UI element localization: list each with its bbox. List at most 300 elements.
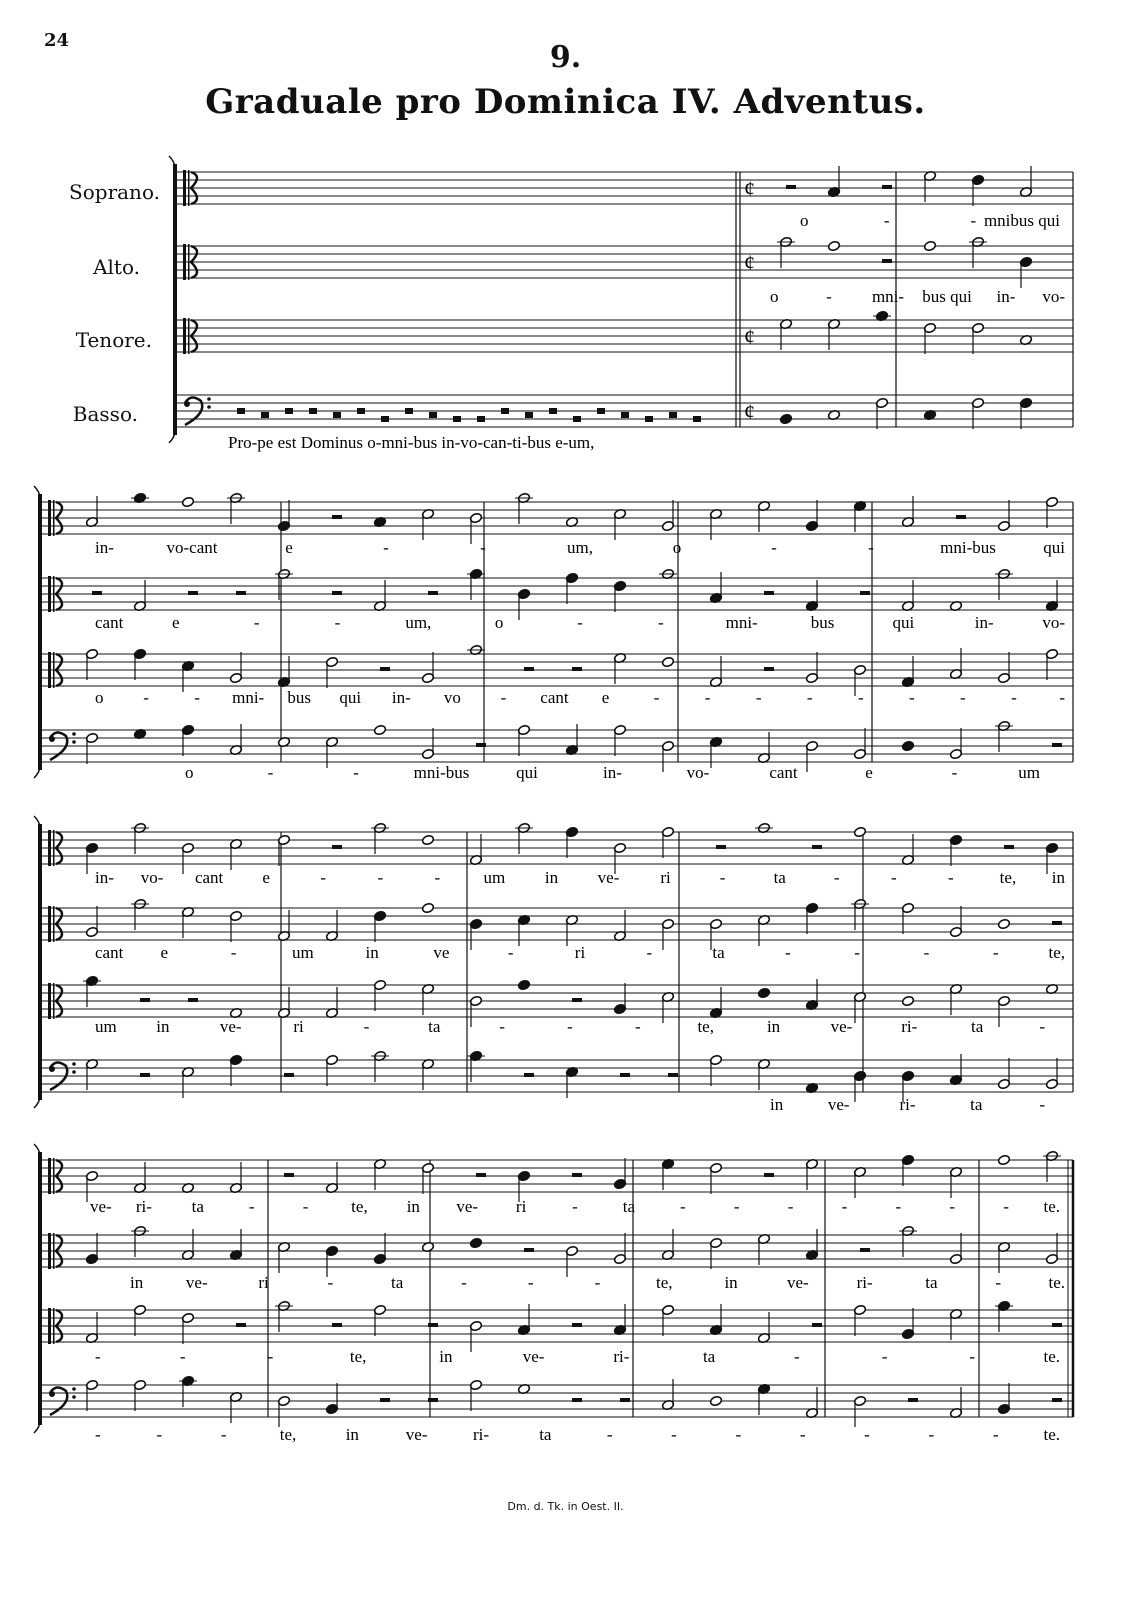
- lyric-syllable: -: [895, 1197, 902, 1216]
- rest: [188, 591, 198, 595]
- lyric-syllable: te.: [1043, 1347, 1060, 1366]
- lyric-syllable: -: [881, 1347, 888, 1366]
- rest: [524, 1073, 534, 1077]
- lyric-syllable: in: [130, 1273, 144, 1292]
- lyric-syllable: -: [143, 688, 149, 707]
- lyric-syllable: ri: [574, 943, 586, 962]
- c-clef: [48, 652, 51, 688]
- lyric-syllable: -: [833, 868, 840, 887]
- c-clef: [48, 1308, 51, 1344]
- lyric-syllable: ve-: [830, 1017, 853, 1036]
- lyric-syllable: o: [672, 538, 682, 557]
- f-clef-dot: [184, 401, 190, 407]
- rest: [956, 515, 966, 519]
- rest: [1052, 743, 1062, 747]
- lyric-syllable: te,: [349, 1347, 367, 1366]
- chant-note: [477, 416, 485, 422]
- lyric-syllable: -: [646, 943, 653, 962]
- rest: [668, 1073, 678, 1077]
- lyric-syllable: qui: [892, 613, 915, 632]
- chant-note: [693, 416, 701, 422]
- rest: [620, 1073, 630, 1077]
- c-clef: [48, 576, 51, 612]
- lyric-syllable: vo-cant: [166, 538, 218, 557]
- lyric-syllable: -: [949, 1197, 956, 1216]
- lyric-syllable: ve-: [456, 1197, 479, 1216]
- time-signature: ¢: [744, 324, 755, 349]
- lyric-syllable: um: [1018, 763, 1040, 782]
- rest: [1052, 1323, 1062, 1327]
- lyric-syllable: -: [220, 1425, 227, 1444]
- rest: [620, 1398, 630, 1402]
- lyric-syllable: -: [1039, 1095, 1045, 1114]
- f-clef-dot: [72, 1387, 76, 1391]
- rest: [428, 591, 438, 595]
- rest: [140, 998, 150, 1002]
- rest: [428, 1398, 438, 1402]
- lyric-syllable: -: [267, 763, 274, 782]
- rest: [572, 1173, 582, 1177]
- lyric-syllable: -: [383, 538, 389, 557]
- lyric-syllable: in: [724, 1273, 738, 1292]
- lyric-syllable: o: [494, 613, 504, 632]
- time-signature: ¢: [744, 176, 755, 201]
- lyric-syllable: in: [1051, 868, 1065, 887]
- c-clef: [48, 983, 51, 1019]
- lyric-syllable: -: [363, 1017, 370, 1036]
- chant-note: [381, 416, 389, 422]
- rest: [882, 259, 892, 263]
- note-head: [853, 826, 866, 837]
- lyric-syllable: -: [1011, 688, 1017, 707]
- lyric-syllable: in: [770, 1095, 784, 1114]
- lyric-syllable: ta: [622, 1197, 636, 1216]
- lyric-syllable: -: [679, 1197, 686, 1216]
- rest: [908, 1398, 918, 1402]
- note-head: [421, 902, 434, 913]
- lyric-syllable: -: [500, 688, 507, 707]
- lyric-syllable: -: [499, 1017, 505, 1036]
- lyric-syllable: ta: [191, 1197, 204, 1216]
- rest: [786, 185, 796, 189]
- lyric-syllable: ve-: [597, 868, 620, 887]
- lyric-syllable: cant: [95, 943, 124, 962]
- lyric-syllable: ri: [660, 868, 671, 887]
- lyric-syllable: te,: [999, 868, 1017, 887]
- c-clef: [48, 500, 51, 536]
- rest: [332, 1323, 342, 1327]
- lyric-syllable: -: [883, 211, 890, 230]
- lyric-syllable: in: [544, 868, 559, 887]
- lyric-syllable: -: [799, 1425, 806, 1444]
- lyric-syllable: -: [948, 868, 954, 887]
- lyric-syllable: qui: [1043, 538, 1065, 557]
- lyric-syllable: bus qui: [922, 287, 972, 306]
- voice-label-soprano: Soprano.: [69, 180, 160, 204]
- note-head: [373, 724, 386, 735]
- chant-note: [669, 412, 677, 418]
- lyric-syllable: e: [160, 943, 169, 962]
- lyric-syllable: e: [262, 868, 270, 887]
- lyric-syllable: um: [95, 1017, 117, 1036]
- time-signature: ¢: [744, 399, 755, 424]
- rest: [476, 743, 486, 747]
- lyric-syllable: o: [770, 287, 779, 306]
- note-head: [901, 740, 914, 751]
- lyric-syllable: ta: [925, 1273, 938, 1292]
- lyric-syllable: -: [377, 868, 384, 887]
- lyric-syllable: -: [353, 763, 359, 782]
- lyric-syllable: -: [461, 1273, 467, 1292]
- voice-label-basso: Basso.: [72, 402, 138, 426]
- lyric-syllable: in: [345, 1425, 359, 1444]
- lyric-syllable: -: [606, 1425, 613, 1444]
- lyric-syllable: mni-bus: [413, 763, 470, 782]
- lyric-syllable: ve-: [522, 1347, 545, 1366]
- lyric-syllable: -: [95, 1347, 101, 1366]
- lyric-syllable: e: [601, 688, 610, 707]
- lyric-syllable: in: [406, 1197, 420, 1216]
- f-clef-dot: [49, 1066, 55, 1072]
- lyric-syllable: -: [302, 1197, 309, 1216]
- lyric-syllable: -: [890, 868, 897, 887]
- rest: [572, 667, 582, 671]
- lyric-syllable: ri: [515, 1197, 527, 1216]
- lyric-syllable: -: [771, 538, 777, 557]
- rest: [380, 667, 390, 671]
- lyric-syllable: te.: [1043, 1197, 1060, 1216]
- f-clef-dot: [207, 397, 211, 401]
- lyric-syllable: um,: [567, 538, 593, 557]
- lyric-syllable: ri-: [613, 1347, 630, 1366]
- lyric-syllable: -: [1059, 688, 1065, 707]
- lyric-syllable: ta: [428, 1017, 441, 1036]
- lyric-syllable: -: [657, 613, 664, 632]
- rest: [476, 1173, 486, 1177]
- lyric-syllable: -: [267, 1347, 274, 1366]
- lyric-syllable: -: [992, 943, 999, 962]
- lyric-syllable: -: [928, 1425, 935, 1444]
- chant-note: [453, 416, 461, 422]
- rest: [764, 1173, 774, 1177]
- f-clef-dot: [72, 1395, 76, 1399]
- chant-note: [237, 408, 245, 414]
- rest: [572, 998, 582, 1002]
- f-clef-dot: [72, 740, 76, 744]
- chant-note: [597, 408, 605, 414]
- lyric-syllable: mni-: [871, 287, 905, 306]
- lyric-syllable: Pro-pe est Dominus o-mni-bus in-vo-can-ti-bus e-um,: [228, 433, 595, 452]
- lyric-syllable: te,: [279, 1425, 297, 1444]
- rest: [882, 185, 892, 189]
- lyric-syllable: -: [960, 688, 966, 707]
- lyric-syllable: -: [95, 1425, 101, 1444]
- lyric-syllable: -: [334, 613, 341, 632]
- lyric-syllable: te.: [1043, 1425, 1060, 1444]
- c-clef: [48, 1158, 51, 1194]
- chant-note: [333, 412, 341, 418]
- lyric-syllable: cant: [194, 868, 224, 887]
- lyric-syllable: ve: [433, 943, 450, 962]
- note-head: [709, 1395, 722, 1406]
- chant-note: [429, 412, 437, 418]
- f-clef-dot: [49, 736, 55, 742]
- lyric-syllable: e: [285, 538, 293, 557]
- lyric-syllable: -: [733, 1197, 740, 1216]
- lyric-syllable: ve-: [827, 1095, 850, 1114]
- lyric-syllable: cant: [769, 763, 798, 782]
- lyric-syllable: -: [857, 688, 864, 707]
- lyric-syllable: -: [253, 613, 260, 632]
- f-clef-dot: [49, 1391, 55, 1397]
- rest: [764, 591, 774, 595]
- lyric-syllable: -: [719, 868, 726, 887]
- lyric-syllable: mnibus qui: [983, 211, 1060, 230]
- lyric-syllable: -: [864, 1425, 870, 1444]
- lyric-syllable: -: [671, 1425, 677, 1444]
- lyric-syllable: te,: [351, 1197, 368, 1216]
- lyric-syllable: ve-: [90, 1197, 112, 1216]
- lyric-syllable: ri-: [899, 1095, 916, 1114]
- lyric-syllable: um,: [405, 613, 432, 632]
- lyric-syllable: -: [704, 688, 711, 707]
- rest: [284, 1173, 294, 1177]
- lyric-syllable: -: [527, 1273, 534, 1292]
- lyric-syllable: -: [841, 1197, 848, 1216]
- note-head: [827, 240, 840, 251]
- lyric-syllable: -: [327, 1273, 334, 1292]
- rest: [812, 1323, 822, 1327]
- rest: [812, 845, 822, 849]
- lyric-syllable: -: [826, 287, 832, 306]
- lyric-syllable: in: [439, 1347, 453, 1366]
- chant-note: [525, 412, 533, 418]
- lyric-syllable: vo-: [1042, 287, 1065, 306]
- lyric-syllable: ta: [712, 943, 725, 962]
- note-head: [661, 656, 674, 667]
- rest: [188, 998, 198, 1002]
- c-clef: [48, 1233, 51, 1269]
- lyric-syllable: bus: [810, 613, 835, 632]
- note-head: [923, 240, 936, 251]
- rest: [236, 1323, 246, 1327]
- lyric-syllable: o: [185, 763, 194, 782]
- c-clef: [48, 906, 51, 942]
- lyric-syllable: in-: [974, 613, 994, 632]
- lyric-syllable: mni-: [232, 688, 265, 707]
- note-head: [901, 995, 914, 1006]
- lyric-syllable: -: [434, 868, 441, 887]
- voice-label-tenore: Tenore.: [75, 328, 152, 352]
- lyric-syllable: -: [755, 688, 762, 707]
- lyric-syllable: qui: [516, 763, 538, 782]
- rest: [860, 591, 870, 595]
- lyric-syllable: e: [865, 763, 873, 782]
- lyric-syllable: um: [291, 943, 314, 962]
- chant-note: [285, 408, 293, 414]
- lyric-syllable: -: [785, 943, 791, 962]
- rest: [140, 1073, 150, 1077]
- lyric-syllable: -: [806, 688, 813, 707]
- lyric-syllable: vo: [443, 688, 461, 707]
- lyric-syllable: te,: [1048, 943, 1065, 962]
- lyric-syllable: -: [951, 763, 958, 782]
- lyric-syllable: -: [854, 943, 860, 962]
- lyric-syllable: -: [735, 1425, 742, 1444]
- piece-number: 9.: [549, 40, 582, 75]
- note-head: [181, 496, 194, 507]
- note-head: [517, 979, 530, 990]
- lyric-syllable: ri-: [856, 1273, 873, 1292]
- rest: [332, 845, 342, 849]
- rest: [92, 591, 102, 595]
- rest: [236, 591, 246, 595]
- lyric-syllable: ri-: [901, 1017, 918, 1036]
- lyric-syllable: cant: [95, 613, 124, 632]
- lyric-syllable: -: [480, 538, 486, 557]
- lyric-syllable: -: [156, 1425, 163, 1444]
- lyric-syllable: um: [483, 868, 506, 887]
- lyric-syllable: -: [635, 1017, 641, 1036]
- lyric-syllable: ri: [293, 1017, 304, 1036]
- lyric-syllable: -: [320, 868, 327, 887]
- note-head: [757, 987, 770, 998]
- lyric-syllable: -: [194, 688, 200, 707]
- rest: [428, 1323, 438, 1327]
- lyric-syllable: -: [577, 613, 583, 632]
- lyric-syllable: -: [179, 1347, 186, 1366]
- lyric-syllable: ve-: [786, 1273, 809, 1292]
- rest: [1004, 845, 1014, 849]
- lyric-syllable: -: [1039, 1017, 1045, 1036]
- lyric-syllable: -: [970, 211, 977, 230]
- rest: [332, 591, 342, 595]
- rest: [572, 1398, 582, 1402]
- rest: [860, 1248, 870, 1252]
- lyric-syllable: in-: [391, 688, 411, 707]
- chant-note: [645, 416, 653, 422]
- c-clef: [183, 170, 186, 206]
- chant-note: [405, 408, 413, 414]
- lyric-syllable: -: [594, 1273, 601, 1292]
- lyric-syllable: te,: [697, 1017, 714, 1036]
- lyric-syllable: vo-: [686, 763, 710, 782]
- c-clef: [183, 244, 186, 280]
- lyric-syllable: ri-: [135, 1197, 152, 1216]
- lyric-syllable: mni-: [725, 613, 758, 632]
- lyric-syllable: ri-: [472, 1425, 490, 1444]
- chant-note: [621, 412, 629, 418]
- lyric-syllable: in-: [603, 763, 622, 782]
- rest: [572, 1323, 582, 1327]
- chant-note: [261, 412, 269, 418]
- voice-label-alto: Alto.: [93, 255, 140, 279]
- lyric-syllable: -: [572, 1197, 578, 1216]
- lyric-syllable: in-: [95, 538, 114, 557]
- lyric-syllable: o: [95, 688, 104, 707]
- rest: [1052, 1398, 1062, 1402]
- lyric-syllable: -: [787, 1197, 794, 1216]
- lyric-syllable: -: [909, 688, 915, 707]
- rest: [716, 845, 726, 849]
- piece-title: Graduale pro Dominica IV. Adventus.: [205, 82, 926, 122]
- lyric-syllable: -: [923, 943, 930, 962]
- lyric-syllable: in: [156, 1017, 170, 1036]
- lyric-syllable: -: [230, 943, 237, 962]
- lyric-syllable: te,: [656, 1273, 673, 1292]
- rest: [524, 667, 534, 671]
- chant-note: [549, 408, 557, 414]
- lyric-syllable: -: [992, 1425, 999, 1444]
- f-clef-dot: [207, 405, 211, 409]
- lyric-syllable: cant: [540, 688, 569, 707]
- chant-note: [501, 408, 509, 414]
- lyric-syllable: ve-: [405, 1425, 428, 1444]
- lyric-syllable: -: [793, 1347, 800, 1366]
- rest: [524, 1248, 534, 1252]
- f-clef-dot: [72, 1070, 76, 1074]
- lyric-syllable: ve-: [219, 1017, 242, 1036]
- rest: [1052, 921, 1062, 925]
- rest: [764, 667, 774, 671]
- rest: [284, 1073, 294, 1077]
- lyric-syllable: ri: [258, 1273, 269, 1292]
- lyric-syllable: -: [653, 688, 660, 707]
- c-clef: [48, 830, 51, 866]
- lyric-syllable: in-: [996, 287, 1016, 306]
- lyric-syllable: -: [1003, 1197, 1009, 1216]
- chant-note: [573, 416, 581, 422]
- lyric-syllable: bus: [287, 688, 312, 707]
- lyric-syllable: vo-: [1042, 613, 1065, 632]
- page-number: 24: [44, 30, 70, 51]
- lyric-syllable: -: [507, 943, 514, 962]
- note-head: [421, 834, 434, 845]
- lyric-syllable: in-: [95, 868, 114, 887]
- rest: [332, 515, 342, 519]
- f-clef-dot: [72, 732, 76, 736]
- lyric-syllable: -: [969, 1347, 976, 1366]
- lyric-syllable: mni-bus: [940, 538, 996, 557]
- lyric-syllable: o: [800, 211, 809, 230]
- rest: [380, 1398, 390, 1402]
- lyric-syllable: -: [868, 538, 874, 557]
- note-head: [997, 918, 1010, 929]
- lyric-syllable: e: [172, 613, 180, 632]
- f-clef-dot: [72, 1062, 76, 1066]
- lyric-syllable: qui: [339, 688, 362, 707]
- time-signature: ¢: [744, 250, 755, 275]
- lyric-syllable: in: [766, 1017, 781, 1036]
- lyric-syllable: ve-: [185, 1273, 208, 1292]
- lyric-syllable: ta: [539, 1425, 552, 1444]
- lyric-syllable: ta: [773, 868, 786, 887]
- lyric-syllable: ta: [971, 1017, 984, 1036]
- chant-note: [309, 408, 317, 414]
- c-clef: [183, 318, 186, 354]
- lyric-syllable: vo-: [140, 868, 164, 887]
- note-head: [779, 413, 792, 424]
- footer-note: Dm. d. Tk. in Oest. II.: [507, 1500, 624, 1513]
- lyric-syllable: -: [567, 1017, 573, 1036]
- lyric-syllable: ta: [391, 1273, 404, 1292]
- lyric-syllable: ta: [702, 1347, 716, 1366]
- note-head: [997, 1154, 1010, 1165]
- note-head: [469, 1237, 482, 1248]
- lyric-syllable: te.: [1048, 1273, 1065, 1292]
- lyric-syllable: -: [248, 1197, 255, 1216]
- chant-note: [357, 408, 365, 414]
